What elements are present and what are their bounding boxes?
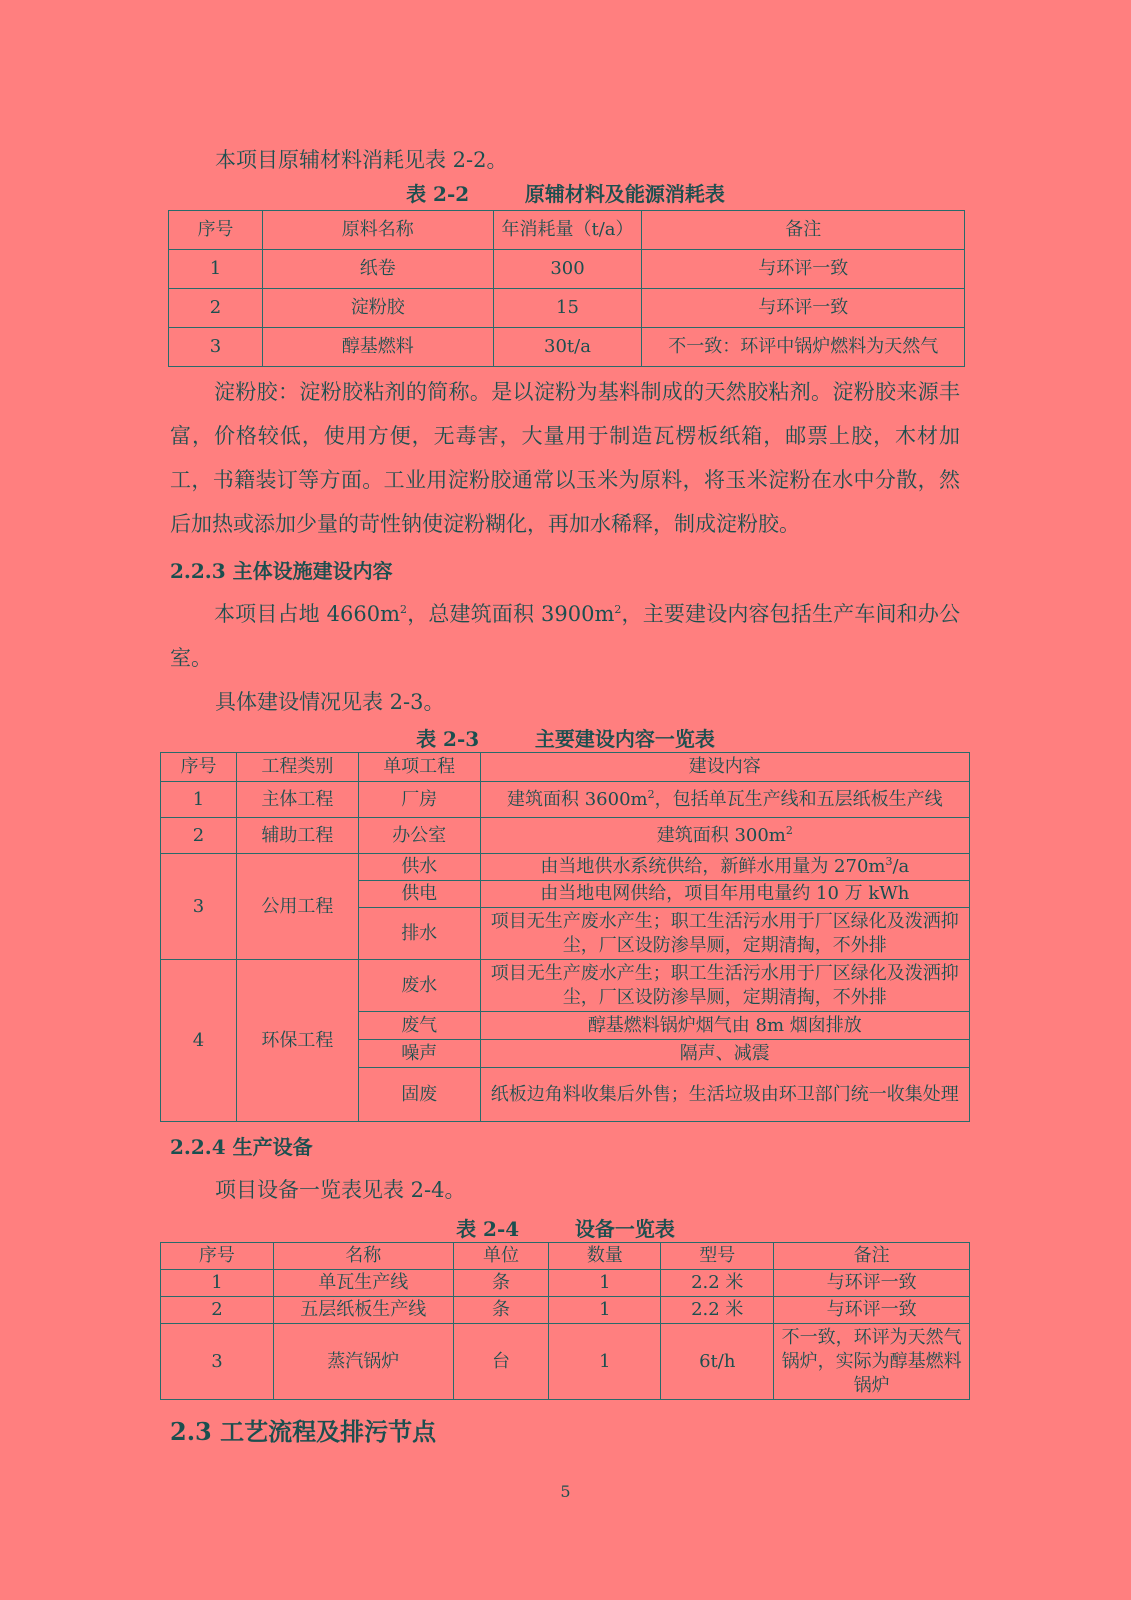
table-cell: 排水 <box>358 908 480 960</box>
table-row <box>161 818 970 854</box>
table-2-4-header: 型号 <box>661 1243 774 1270</box>
table-row <box>161 960 970 1012</box>
cell-text: 建筑面积 3600m <box>507 788 648 810</box>
table-2-3-header-row <box>161 753 970 782</box>
table-row <box>169 289 965 328</box>
table-cell: 2.2 米 <box>661 1297 774 1324</box>
table-row <box>161 1324 970 1400</box>
table-cell: 项目无生产废水产生；职工生活污水用于厂区绿化及泼洒抑尘，厂区设防渗旱厕，定期清掏，不外排 <box>480 960 969 1012</box>
superscript: 2 <box>785 823 793 837</box>
table-row <box>169 250 965 289</box>
table-cell: 15 <box>493 289 642 328</box>
table-cell: 2.2 米 <box>661 1270 774 1297</box>
table-2-4-header: 备注 <box>774 1243 970 1270</box>
table-cell: 由当地电网供给，项目年用电量约 10 万 kWh <box>480 881 969 908</box>
table-2-3-header: 工程类别 <box>236 753 358 782</box>
table-cell: 2 <box>161 818 237 854</box>
intro-table-2-3: 具体建设情况见表 2-3。 <box>215 690 445 714</box>
table-cell: 与环评一致 <box>774 1297 970 1324</box>
table-cell <box>480 782 969 818</box>
table-2-3-caption: 表 2-3 主要建设内容一览表 <box>416 727 715 751</box>
table-cell: 厂房 <box>358 782 480 818</box>
table-2-4-header: 名称 <box>273 1243 453 1270</box>
table-cell: 公用工程 <box>236 854 358 960</box>
table-cell: 项目无生产废水产生；职工生活污水用于厂区绿化及泼洒抑尘，厂区设防渗旱厕，定期清掏，不外排 <box>480 908 969 960</box>
intro-table-2-4: 项目设备一览表见表 2-4。 <box>215 1178 466 1202</box>
table-cell: 4 <box>161 960 237 1122</box>
table-2-4-header: 数量 <box>549 1243 661 1270</box>
area-text: ，总建筑面积 3900m <box>407 602 615 626</box>
table-2-3 <box>160 752 970 1122</box>
table-cell: 噪声 <box>358 1040 480 1068</box>
table-2-4-caption: 表 2-4 设备一览表 <box>456 1217 675 1241</box>
table-cell: 主体工程 <box>236 782 358 818</box>
table-2-4-header: 单位 <box>453 1243 549 1270</box>
table-2-4 <box>160 1242 970 1400</box>
table-2-2-header: 序号 <box>169 211 263 250</box>
table-2-4-header: 序号 <box>161 1243 274 1270</box>
table-cell: 纸板边角料收集后外售；生活垃圾由环卫部门统一收集处理 <box>480 1068 969 1122</box>
table-cell: 单瓦生产线 <box>273 1270 453 1297</box>
table-cell: 蒸汽锅炉 <box>273 1324 453 1400</box>
table-cell: 废气 <box>358 1012 480 1040</box>
table-row <box>161 854 970 881</box>
superscript: 3 <box>885 855 893 868</box>
table-cell: 办公室 <box>358 818 480 854</box>
table-cell: 1 <box>161 1270 274 1297</box>
cell-text: ，包括单瓦生产线和五层纸板生产线 <box>654 788 943 810</box>
table-row <box>161 782 970 818</box>
table-cell: 2 <box>169 289 263 328</box>
superscript: 2 <box>400 603 408 616</box>
intro-table-2-2: 本项目原辅材料消耗见表 2-2。 <box>215 148 508 172</box>
table-row <box>169 328 965 367</box>
table-cell: 五层纸板生产线 <box>273 1297 453 1324</box>
table-cell: 3 <box>169 328 263 367</box>
table-2-2 <box>168 210 965 367</box>
table-cell: 隔声、减震 <box>480 1040 969 1068</box>
table-cell: 300 <box>493 250 642 289</box>
page-number: 5 <box>560 1482 571 1501</box>
table-row <box>161 1297 970 1324</box>
table-2-2-header: 原料名称 <box>262 211 493 250</box>
table-cell: 1 <box>549 1270 661 1297</box>
area-text: ，主要建设内容包括生产车间和办公室。 <box>170 602 960 670</box>
cell-text: /a <box>892 856 910 877</box>
section-2-2-3-heading: 2.2.3 主体设施建设内容 <box>170 559 393 583</box>
table-2-2-header-row <box>169 211 965 250</box>
table-cell: 条 <box>453 1297 549 1324</box>
table-cell: 3 <box>161 854 237 960</box>
table-row <box>161 1270 970 1297</box>
table-cell: 1 <box>549 1297 661 1324</box>
table-cell: 30t/a <box>493 328 642 367</box>
table-cell: 与环评一致 <box>774 1270 970 1297</box>
table-2-3-header: 序号 <box>161 753 237 782</box>
table-cell: 废水 <box>358 960 480 1012</box>
table-2-2-header: 备注 <box>642 211 965 250</box>
table-cell: 不一致：环评中锅炉燃料为天然气 <box>642 328 965 367</box>
cell-text: 建筑面积 300m <box>656 824 786 846</box>
starch-paragraph: 淀粉胶：淀粉胶粘剂的简称。是以淀粉为基料制成的天然胶粘剂。淀粉胶来源丰富，价格较低，使用方便，无毒害，大量用于制造瓦楞板纸箱，邮票上胶，木材加工，书籍装订等方面。工业用淀粉胶通常以玉米为原料，将玉米淀粉在水中分散，然后加热或添加少量的苛性钠使淀粉糊化，再加水稀释，制成淀粉胶。 <box>170 380 960 536</box>
table-cell: 不一致，环评为天然气锅炉，实际为醇基燃料锅炉 <box>774 1324 970 1400</box>
table-cell: 与环评一致 <box>642 250 965 289</box>
superscript: 2 <box>614 603 622 616</box>
table-cell: 固废 <box>358 1068 480 1122</box>
section-2-2-3-paragraph <box>170 592 960 680</box>
table-cell: 辅助工程 <box>236 818 358 854</box>
section-2-3-heading: 2.3 工艺流程及排污节点 <box>170 1417 437 1446</box>
table-cell: 供电 <box>358 881 480 908</box>
table-cell: 醇基燃料锅炉烟气由 8m 烟囱排放 <box>480 1012 969 1040</box>
table-cell: 台 <box>453 1324 549 1400</box>
table-cell: 纸卷 <box>262 250 493 289</box>
table-cell: 淀粉胶 <box>262 289 493 328</box>
section-2-2-4-heading: 2.2.4 生产设备 <box>170 1135 313 1159</box>
table-cell: 环保工程 <box>236 960 358 1122</box>
table-2-4-header-row <box>161 1243 970 1270</box>
table-cell: 1 <box>169 250 263 289</box>
table-cell <box>480 818 969 854</box>
table-cell: 1 <box>161 782 237 818</box>
table-2-3-header: 建设内容 <box>480 753 969 782</box>
table-cell <box>480 854 969 881</box>
table-cell: 醇基燃料 <box>262 328 493 367</box>
area-text: 本项目占地 4660m <box>214 602 401 626</box>
table-2-2-caption: 表 2-2 原辅材料及能源消耗表 <box>406 182 725 206</box>
table-2-3-header: 单项工程 <box>358 753 480 782</box>
table-cell: 3 <box>161 1324 274 1400</box>
table-cell: 条 <box>453 1270 549 1297</box>
table-cell: 2 <box>161 1297 274 1324</box>
table-cell: 供水 <box>358 854 480 881</box>
table-cell: 与环评一致 <box>642 289 965 328</box>
superscript: 2 <box>647 787 655 801</box>
table-cell: 1 <box>549 1324 661 1400</box>
cell-text: 由当地供水系统供给，新鲜水用量为 270m <box>540 856 886 877</box>
table-2-2-header: 年消耗量（t/a） <box>493 211 642 250</box>
table-cell: 6t/h <box>661 1324 774 1400</box>
